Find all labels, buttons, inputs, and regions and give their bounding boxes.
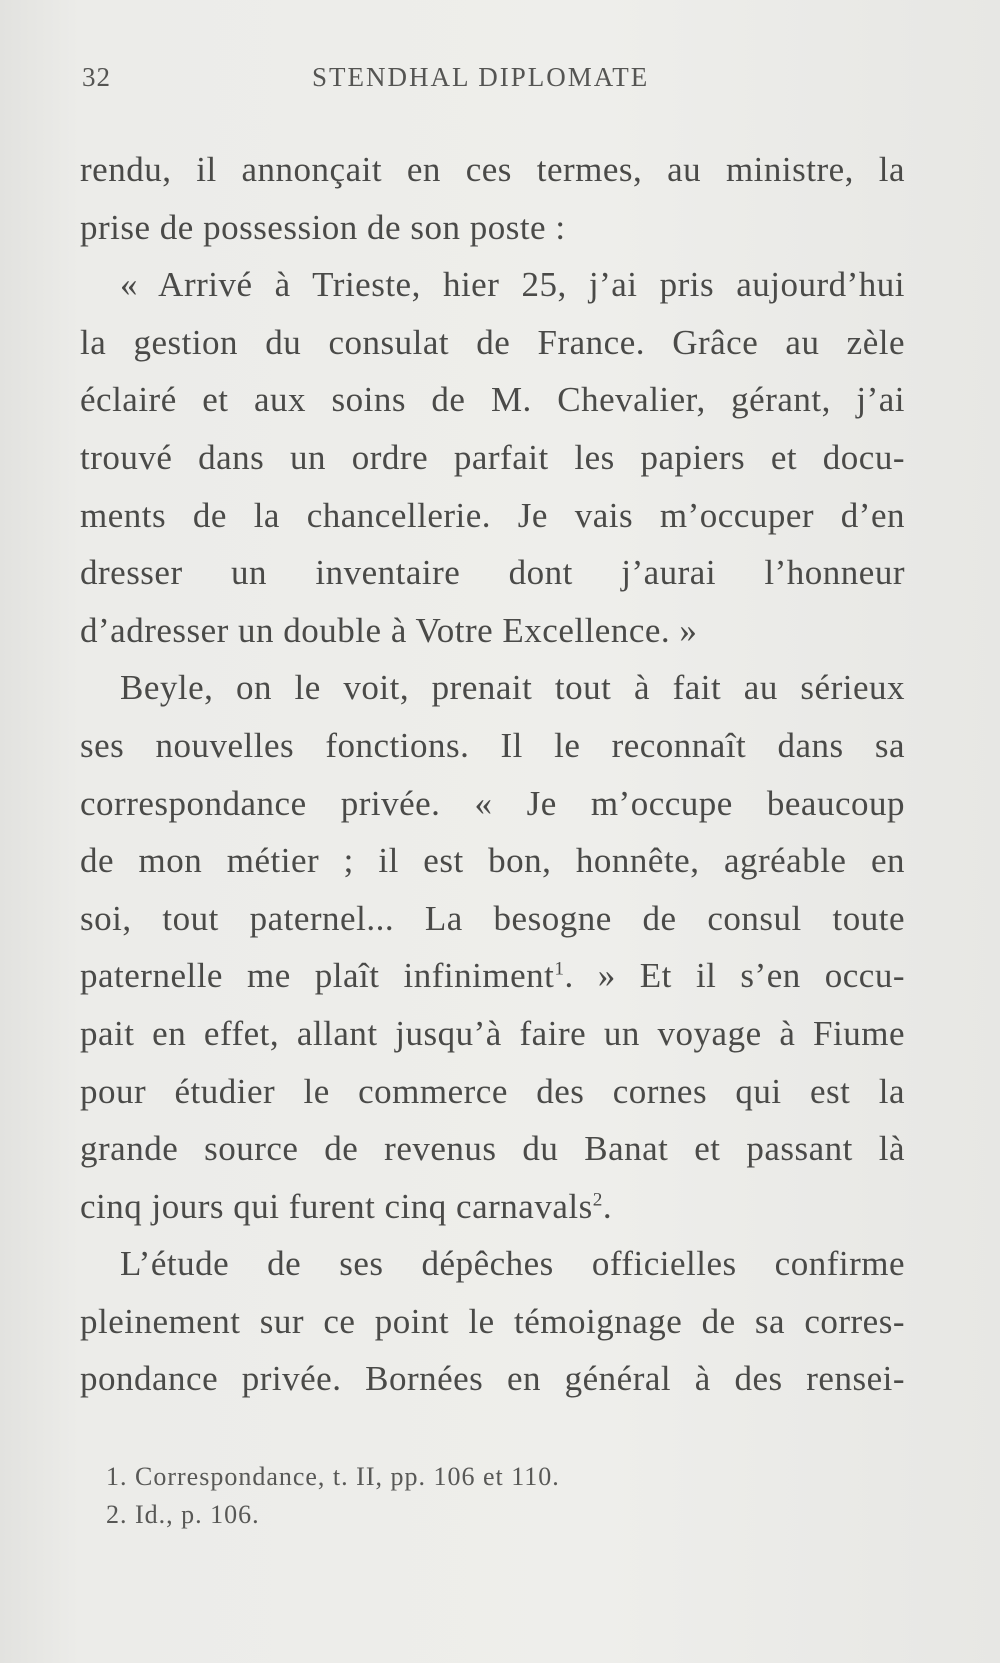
- footnote-marker: 2: [592, 1189, 603, 1211]
- paragraph: [80, 1235, 905, 1408]
- text-segment: cinq jours qui furent cinq carnavals: [80, 1186, 593, 1226]
- text-line: éclairé et aux soins de M. Chevalier, gérant, j’ai: [80, 380, 905, 420]
- text-line: soi, tout paternel... La besogne de consul toute: [80, 898, 905, 938]
- text-line: pleinement sur ce point le témoignage de sa corres-: [80, 1301, 905, 1341]
- footnote: 2. Id., p. 106.: [106, 1500, 260, 1529]
- footnote-marker: 1: [554, 958, 565, 980]
- page-header: [82, 62, 902, 102]
- footnote: 1. Correspondance, t. II, pp. 106 et 110.: [106, 1462, 560, 1491]
- text-line: correspondance privée. « Je m’occupe beaucoup: [80, 783, 905, 823]
- text-line: dresser un inventaire dont j’aurai l’honneur: [80, 553, 905, 593]
- text-line-with-footnote: [80, 947, 905, 1005]
- text-line: d’adresser un double à Votre Excellence. »: [80, 610, 698, 650]
- text-segment: . » Et il s’en occu-: [564, 956, 905, 996]
- text-line: ses nouvelles fonctions. Il le reconnaît dans sa: [80, 725, 905, 765]
- text-line: Beyle, on le voit, prenait tout à fait au sérieux: [120, 668, 905, 708]
- text-line: L’étude de ses dépêches officielles confirme: [120, 1244, 905, 1284]
- text-line: grande source de revenus du Banat et passant là: [80, 1129, 905, 1169]
- paragraph: [80, 141, 905, 256]
- text-line: rendu, il annonçait en ces termes, au ministre, la: [80, 150, 905, 189]
- text-line: prise de possession de son poste :: [80, 207, 566, 247]
- text-line-with-footnote: [80, 1178, 905, 1236]
- page-number: 32: [82, 62, 111, 92]
- text-line: ments de la chancellerie. Je vais m’occuper d’en: [80, 495, 905, 535]
- body-text: [80, 141, 905, 1408]
- text-line: de mon métier ; il est bon, honnête, agréable en: [80, 841, 905, 881]
- text-line: « Arrivé à Trieste, hier 25, j’ai pris aujourd’hui: [120, 265, 905, 305]
- paragraph: [80, 659, 905, 1235]
- text-line: trouvé dans un ordre parfait les papiers et docu-: [80, 437, 905, 477]
- text-line: pondance privée. Bornées en général à des rensei-: [80, 1359, 905, 1399]
- text-segment: .: [602, 1186, 613, 1226]
- text-line: pait en effet, allant jusqu’à faire un voyage à Fiume: [80, 1013, 905, 1053]
- running-title: STENDHAL DIPLOMATE: [312, 62, 650, 92]
- paragraph: [80, 256, 905, 659]
- text-line: la gestion du consulat de France. Grâce au zèle: [80, 322, 905, 362]
- text-segment: paternelle me plaît infiniment: [80, 956, 555, 996]
- text-line: pour étudier le commerce des cornes qui est la: [80, 1071, 905, 1111]
- footnotes: [106, 1458, 806, 1534]
